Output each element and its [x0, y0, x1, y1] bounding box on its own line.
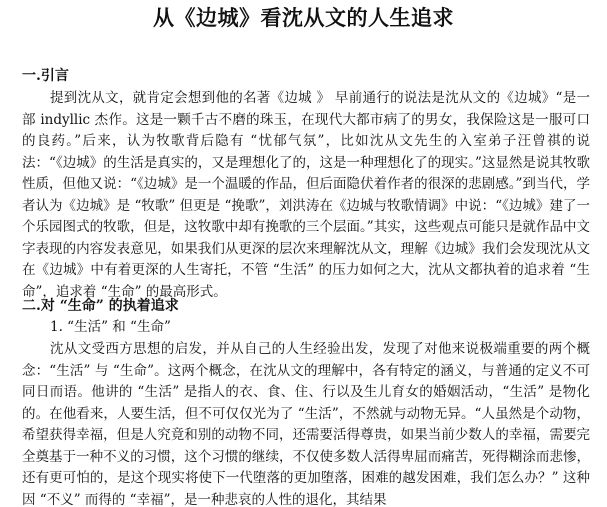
subsection-heading-life-and-living: 1. “生活” 和 “生命” — [50, 319, 171, 335]
section-heading-pursuit-of-life: 二.对 “生命” 的执着追求 — [22, 298, 179, 314]
paragraph-introduction: 提到沈从文，就肯定会想到他的名著《边城 》 早前通行的说法是沈从文的《边城》“是一部 indyllic 杰作。这是一颗千古不磨的珠玉，在现代大都市病了的男女，我保险这是一服可口的良药。”后来，认为牧歌背后隐有 “忧郁气氛”，比如沈从文先生的入室弟子汪曾祺的说法：“《边城》的生活是真实的，又是理想化了的，这是一种理想化了的现实。”这显然是说其牧歌性质，但他又说：“《边城》是一个温暖的作品，但后面隐伏着作者的很深的悲剧感。”到当代，学者认为《边城》是 “牧歌” 但更是 “挽歌”，刘洪涛在《边城与牧歌情调》中说：“《边城》建了一个乐园图式的牧歌，但是，这牧歌中却有挽歌的三个层面。”其实，这些观点可能只是就作品中文字表现的内容发表意见，如果我们从更深的层次来理解沈从文，理解《边城》我们会发现沈从文在《边城》中有着更深的人生寄托，不管 “生活” 的压力如何之大，沈从文都执着的追求着 “生命”，追求着 “生命” 的最高形式。 — [22, 90, 590, 300]
document-title: 从《边城》看沈从文的人生追求 — [153, 5, 454, 30]
paragraph-life-and-living: 沈从文受西方思想的启发，并从自己的人生经验出发，发现了对他来说极端重要的两个概念：“生活” 与 “生命”。这两个概念，在沈从文的理解中，各有特定的涵义，与普通的定义不可同日而语。他讲的 “生活” 是指人的衣、食、住、行以及生儿育女的婚姻活动，“生活” 是物化的。在他看来，人要生活，但不可仅仅光为了 “生活”，不然就与动物无异。“人虽然是个动物，希望获得幸福，但是人究竟和别的动物不同，还需要活得尊贵，如果当前少数人的幸福，需要完全奠基于一种不义的习惯，这个习惯的继续，不仅使多数人活得卑屈而痛苦，死得糊涂而悲惨，还有更可怕的，是这个现实将使下一代堕落的更加堕落，困难的越发困难，我们怎么办？” 这种因 “不义” 而得的 “幸福”，是一种悲哀的人性的退化，其结果 — [22, 341, 590, 507]
section-heading-introduction: 一.引言 — [22, 68, 69, 84]
